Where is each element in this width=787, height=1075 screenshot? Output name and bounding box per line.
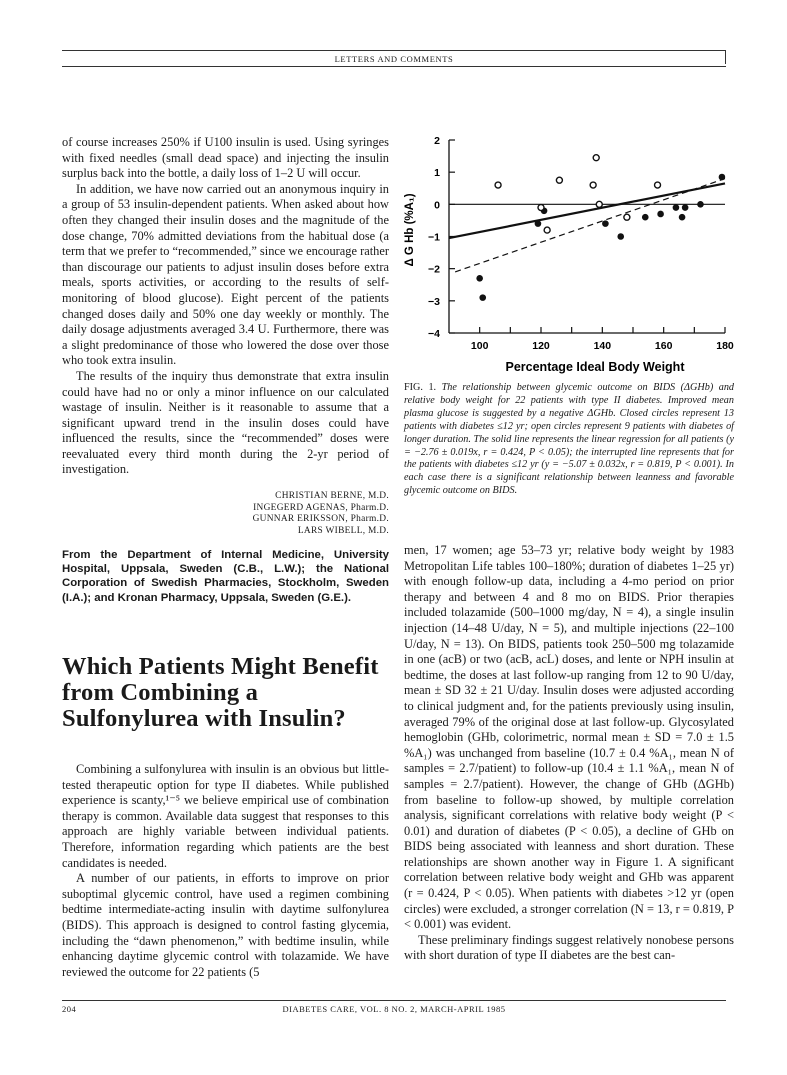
article-paragraph: A number of our patients, in efforts to improve on prior suboptimal glycemic control, have used a regimen combining bedtime intermediate-acting insulin with daytime sulfonylurea (BIDS). This approach is designed to control fasting glycemia, including the “dawn phenomenon,” with bedtime insulin, while enhancing daytime glycemic control with tolazamide. We have reviewed the outcome for 22 patients (5 — [62, 871, 389, 979]
open-circle-point — [655, 182, 661, 188]
signature-block — [200, 491, 389, 537]
closed-circle-point — [602, 220, 609, 227]
figure-caption — [404, 382, 734, 498]
closed-circle-point — [617, 233, 624, 240]
y-tick-label: 1 — [434, 167, 440, 180]
letter-paragraph: The results of the inquiry thus demonstrate that extra insulin could have had no or only a minor influence on our calculated wastage of insulin. Neither is it reasonable to assume that a significant upward trend in the insulin doses could have influenced the results, since the “recommended” doses were reevaluated every third month during the 2-yr period of investigation. — [62, 368, 389, 477]
journal-footer: DIABETES CARE, VOL. 8 NO. 2, MARCH-APRIL 1985 — [282, 1004, 506, 1014]
signature-name: CHRISTIAN BERNE, M.D. — [275, 491, 389, 501]
y-tick-label: 0 — [434, 199, 440, 212]
signature-name: LARS WIBELL, M.D. — [297, 525, 389, 536]
chart-regression-lines — [449, 179, 725, 272]
open-circle-point — [495, 182, 501, 188]
open-circle-point — [544, 227, 550, 233]
closed-circle-point — [535, 220, 542, 227]
letter-paragraph: of course increases 250% if U100 insulin is used. Using syringes with fixed needles (small dead space) and injecting the insulin surplus back into the bottle, a daily loss of 1–2 U will occur. — [62, 135, 389, 181]
article-right-column — [404, 543, 734, 964]
article-paragraph: Combining a sulfonylurea with insulin is an obvious but little-tested therapeutic option for type II diabetes. While published experience is scanty,¹⁻⁵ we believe empirical use of combination therapy is common. Available data suggest that responses to this approach are highly variable between individual patients. Therefore, information regarding which patients are the best candidates is needed. — [62, 762, 389, 870]
closed-circle-point — [642, 214, 649, 221]
article-paragraph: men, 17 women; age 53–73 yr; relative body weight by 1983 Metropolitan Life tables 100–180%; duration of diabetes 1–25 yr) with enough follow-up data, including a 4-mo period on prior therapy and between 4 and 8 mo on BIDS. Prior therapies included tolazamide (500–1000 mg/day, N = 4), a single insulin injection (14–48 U/day, N = 5), and multiple injections (22–100 U/day, N = 13). On BIDS, patients took 250–500 mg tolazamide in one (acB) or two (acB, acL) doses, and lente or NPH insulin at bedtime, the doses at last follow-up ranging from 12 to 90 U/day, mean ± SD 32 ± 21 U/day. Insulin doses were adjusted according to clinical judgment and, for the patients previously using insulin, averaged 79% of the original dose at last follow-up. Glycosylated hemoglobin (GHb, colorimetric, normal mean ± SD = 7.0 ± 1.5 %A₁) was unchanged from baseline (10.7 ± 0.4 %A₁, mean N of samples = 2.7/patient) to follow-up (10.4 ± 1.1 %A₁, mean N of samples = 2.7/patient). However, the change of GHb (ΔGHb) from baseline to follow-up showed, by multiple correlation analysis, significant correlations with relative body weight (P < 0.01) and duration of diabetes (P < 0.05), a decline of GHb on BIDS being associated with leanness and short duration. These relationships are shown another way in Figure 1. A significant correlation between relative body weight and GHb was apparent (r = 0.424, P < 0.05). When patients with diabetes >12 yr (open circles) were excluded, a stronger correlation (N = 13, r = 0.819, P < 0.001) was evident. — [404, 543, 734, 932]
top-rule — [62, 50, 726, 51]
closed-circle-point — [476, 275, 483, 282]
y-tick-label: −3 — [428, 295, 440, 308]
letter-paragraph: In addition, we have now carried out an anonymous inquiry in a group of 53 insulin-dependent patients. When asked about how often they changed their insulin doses and the magnitude of the dose change, 70% admitted deviations from the habitual dose (a term that we prefer to “recommended,” since we encourage rather than discourage our patients to adjust insulin doses before extra meals, sports activities, or according to the results of self-monitoring of blood glucose). Eight percent of the patients changed doses daily and 50% one day weekly or monthly. The daily dosage adjustments averaged 3.4 U. Furthermore, there was a slight predominance of those who lowered the dose over those who took extra insulin. — [62, 181, 389, 368]
y-tick-label: −1 — [428, 231, 440, 244]
caption-label: FIG. 1. — [404, 382, 437, 393]
open-circle-point — [593, 155, 599, 161]
closed-circle-point — [682, 204, 689, 211]
closed-circle-point — [673, 204, 680, 211]
affiliation: From the Department of Internal Medicine, University Hospital, Uppsala, Sweden (C.B., L.W.); the National Corporation of Swedish Pharmacies, Stockholm, Sweden (I.A.); and Kronan Pharmacy, Uppsala, Sweden (G.E.). — [62, 549, 389, 604]
x-tick-label: 100 — [470, 340, 489, 352]
article-paragraph: These preliminary findings suggest relatively nonobese persons with short duration of type II diabetes are the best can- — [404, 932, 734, 963]
open-circle-point — [556, 177, 562, 183]
article-title: Which Patients Might Benefit from Combining a Sulfonylurea with Insulin? — [62, 653, 379, 732]
regression-line-all — [449, 183, 725, 238]
open-circle-point — [538, 205, 544, 211]
open-circle-point — [596, 201, 602, 207]
y-tick-label: 2 — [434, 135, 440, 147]
x-tick-label: 180 — [716, 340, 734, 352]
closed-circle-point — [479, 294, 486, 301]
closed-circle-point — [679, 214, 686, 221]
open-circle-point — [590, 182, 596, 188]
x-tick-label: 120 — [532, 340, 550, 352]
figure-chart — [395, 128, 740, 378]
letter-body — [62, 135, 389, 478]
closed-circle-point — [657, 211, 664, 218]
chart-xlabel: Percentage Ideal Body Weight — [505, 360, 685, 374]
closed-circle-point — [719, 174, 726, 181]
signature-name: GUNNAR ERIKSSON, Pharm.D. — [252, 514, 389, 525]
chart-ylabel: Δ G Hb (%A₁) — [404, 193, 416, 267]
open-circle-point — [624, 214, 630, 220]
regression-line-short-duration — [455, 179, 725, 272]
closed-circle-point — [697, 201, 704, 208]
footer-rule — [62, 1000, 726, 1001]
x-tick-label: 140 — [593, 340, 612, 352]
header-rule — [62, 66, 726, 67]
y-tick-label: −2 — [428, 263, 440, 276]
x-tick-label: 160 — [654, 340, 673, 352]
running-head: LETTERS AND COMMENTS — [334, 54, 454, 64]
signature-name: INGEGERD AGENAS, Pharm.D. — [253, 502, 389, 513]
chart-axes — [428, 135, 734, 352]
caption-text: The relationship between glycemic outcome on BIDS (ΔGHb) and relative body weight for 22 patients with type II diabetes. Improved mean plasma glucose is suggested by a negative ΔGHb. Closed circles represent 13 patients with diabetes ≤12 yr; open circles represent 9 patients with diabetes of longer duration. The solid line represents the linear regression for all patients (y = −2.76 ± 0.019x, r = 0.424, P < 0.05); the interrupted line represents that for the patients with diabetes ≤12 yr (y = −5.07 ± 0.032x, r = 0.819, P < 0.001). In each case there is a significant relationship between leanness and favorable glycemic outcome on BIDS. — [404, 382, 735, 497]
article-left-column — [62, 762, 389, 980]
chart-points — [476, 155, 725, 301]
page-number: 204 — [62, 1004, 77, 1014]
y-tick-label: −4 — [428, 328, 440, 340]
